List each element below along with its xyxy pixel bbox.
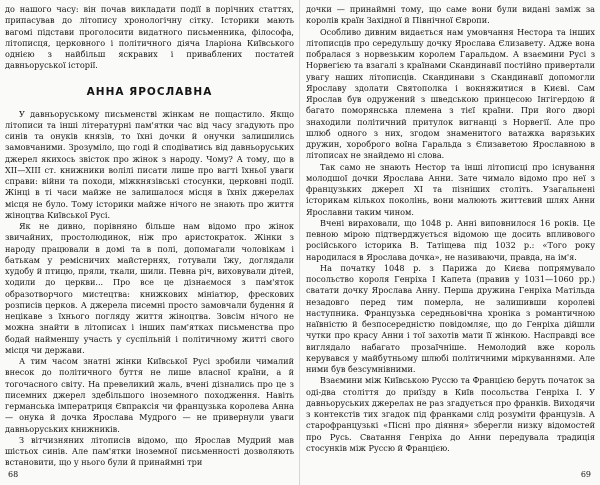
body-paragraph: Взаємини між Київською Руссю та Францією беруть початок за оді-два століття до приїзду в Київ посольства Генріха І. У давньоруських джерелах не раз згадується про франків. Виходячи з контекстів тих згадок під франками слід розуміти французів. А старофранцузькі «Пісні про діяння» зберегли низку відомостей про Русь. Сватання Генріха до Анни передувала традиція стосунків між Руссю й Францією. [306,375,595,453]
section-heading: АННА ЯРОСЛАВНА [86,85,213,98]
right-page [306,4,595,480]
page-gutter [299,0,300,485]
body-paragraph: У давньоруському письменстві жінкам не пощастило. Якщо літописи та інші літературні пам'ятки час від часу згадують про синів та онуків князів, то їхні дочки й онучки залишились замовчаними. Зрозуміло, що годі й сподіватись від давньоруських джерел якихось звісток про жінок з народу. Чому? А тому, що в XII—XIII ст. книжники волілі писати лише про вагті їхньої уваги справи: війни та походи, міжкнязівські стосунки, церковні події. Жінці в ті часи майже не залишалося місця в їхніх джерелах місця не було. Тому історики майже нічого не знають про життя жіноцтва Київської Русі. [5,108,294,220]
left-page [5,4,294,480]
body-paragraph: Вчені вираховали, що 1048 р. Анні виповнилося 16 років. Це певною мірою підтверджується відомою ще досить впливового російського історика В. Татіщева під 1032 р.: «Того року народилася в Ярослава дочка», не називаючи, правда, на ім'я. [306,217,595,262]
page-number-left: 68 [8,470,19,479]
body-paragraph: З вітчизняних літописів відомо, що Ярослав Мудрий мав шістьох синів. Але пам'ятки іноземної письменності дозволяють встановити, що у нього були й принаймні три [5,434,294,468]
body-paragraph: Особливо дивним видається нам умовчання Нестора та інших літописців про середульшу дочку Ярослава Єлизавету. Адже вона побралася з норвезьким королем Гаральдом. А взаємини Русі з Норвегією та взагалі з країнами Скандинавії постійно привертали увагу наших літописців. Скандинави з Скандинавії допомогли Ярославу здолати Святополка і вокняжитися в Києві. Сам Ярослав був одружений з шведською принцесою Інгігердою й багато поморянська племена з тієї країни. При його дворі знаходили політичний притулок вигнанці з Норвегії. Але про шлюб одного з них, згодом знаменитого ватажка варязьких дружин, хороброго воїна Гаральда з Єлизаветою Ярославною в літописах не знайдемо ні слова. [306,26,595,161]
body-paragraph: Як не дивно, порівняно більше нам відомо про жінок звичайних, простолюдинок, ніж про аристократок. Жінки з народу працювали в домі та в полі, допомагали чоловікам і батькам у ремісничих майстернях, готували їжу, доглядали худобу й птицю, пряли, ткали, шили. Певна річ, виховували дітей, ходили до церкви... Про все це дізнаємося з пам'яток образотворчого мистецтва: книжкових мініатюр, фрескових розписів церков. А джерела писемні просто замовчали будення й нецікаве з їхнього погляду життя жіноцтва. Зовсім нічого не можна знайти в літописах і інших пам'ятках письменства про бодай найменшу участь у суспільній і політичному житті свого місця чи держави. [5,221,294,355]
intro-paragraph: до нашого часу: він почав викладати події в порічних статтях, припасував до літопису хронологічну сітку. Історики мають вагомі підстави проголосити видатного письменника, філософа, літописця, церковного і політичного діяча Іларіона Київського однією з найбільш яскравих і приваблених постатей давньоруської історії. [5,4,294,71]
body-paragraph: На початку 1048 р. з Парижа до Києва попрямувало посольство короля Генріха І Капета (правив у 1031—1060 рр.) сватати дочку Ярослава Анну. Перша дружина Генріха Матільда незадовго перед тим померла, не залишивши королеві наступника. Французька середньовічна хроніка з романтичною наївністю й безпосередністю повідомляє, що до Генріха дійшли чутки про красу Анни і тої захотів мати її жінкою. Насправді все виглядало набагато прозаїчніше. Немолодий вже король керувався у майбутньому шлюбі політичними міркуваннями. Але ними був безсумнівними. [306,262,595,374]
body-paragraph: А тим часом знатні жінки Київської Русі зробили чималий внесок до політичного буття не лише власної країни, а й тогочасного світу. На превеликий жаль, вчені дізнались про це з писемних джерел здебільшого іноземного походження. Навіть германська імператриця Євпраксія чи французька королева Анна — онука й дочка Ярослава Мудрого — не привернули уваги давньоруських книжників. [5,356,294,434]
body-paragraph: Так само не знають Нестор та інші літописці про існування молодшої дочки Ярослава Анни. Зате чимало відомо про неї з французьких джерел XI та пізніших століть. Узагальнені історикам кількох поколінь, вони малюють життєвий шлях Анни Ярославни таким чином. [306,161,595,217]
body-paragraph: дочки — принаймні тому, що саме вони були видані заміж за королів країн Західної й Північної Європи. [306,4,595,26]
page-number-right: 69 [580,470,591,479]
